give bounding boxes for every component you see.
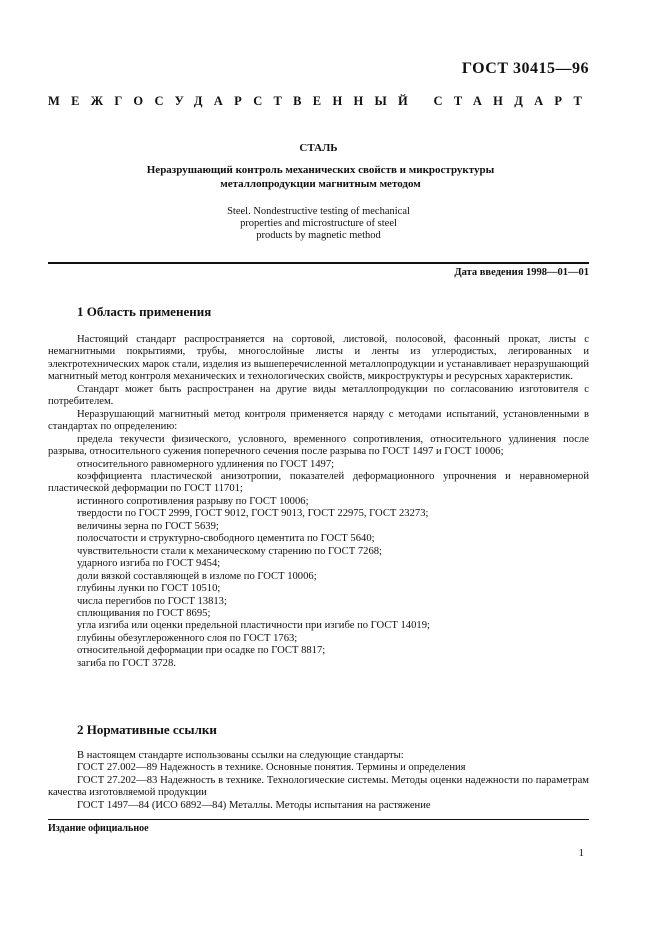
paragraph: Настоящий стандарт распространяется на сортовой, листовой, полосовой, фасонный прокат, листы с немагнитными покрытиями, трубы, многослойные листы и ленты из углеродистых, легированных и электротехнических марок стали, изделия из вышеперечисленной металлопродукции и устанавливает неразрушающий магнитный метод контроля механических и технологических свойств, микроструктуры и ресурсных характеристик.	[48, 334, 589, 383]
paragraph: твердости по ГОСТ 2999, ГОСТ 9012, ГОСТ 9013, ГОСТ 22975, ГОСТ 23273;	[77, 508, 429, 520]
document-code: ГОСТ 30415—96	[461, 60, 589, 77]
paragraph: глубины обезуглероженного слоя по ГОСТ 1763;	[77, 632, 298, 644]
paragraph: чувствительности стали к механическому старению по ГОСТ 7268;	[77, 545, 382, 557]
paragraph: ГОСТ 1497—84 (ИСО 6892—84) Металлы. Методы испытания на растяжение	[77, 799, 431, 811]
document-title: СТАЛЬ	[299, 142, 338, 154]
section-1-heading: 1 Область применения	[77, 304, 212, 319]
paragraph: ГОСТ 27.002—89 Надежность в технике. Основные понятия. Термины и определения	[77, 762, 466, 774]
paragraph: загиба по ГОСТ 3728.	[77, 657, 176, 669]
paragraph: Стандарт может быть распространен на другие виды металлопродукции по согласованию изготовителя с потребителем.	[48, 383, 589, 408]
paragraph: угла изгиба или оценки предельной пластичности при изгибе по ГОСТ 14019;	[77, 620, 430, 632]
header-divider	[48, 262, 589, 264]
paragraph: В настоящем стандарте использованы ссылки на следующие стандарты:	[77, 750, 404, 761]
edition-label: Издание официальное	[48, 823, 149, 834]
standard-type: МЕЖГОСУДАРСТВЕННЫЙ СТАНДАРТ	[48, 94, 594, 108]
paragraph: ГОСТ 27.202—83 Надежность в технике. Технологические системы. Методы оценки надежности по параметрам качества изготовляемой продукции	[48, 774, 589, 799]
english-title-line: products by magnetic method	[256, 230, 381, 241]
section-2-body	[48, 750, 589, 812]
paragraph: относительной деформации при осадке по ГОСТ 8817;	[77, 645, 326, 657]
paragraph: предела текучести физического, условного, временного сопротивления, относительного удлинения после разрыва, относительного сужения поперечного сечения после разрыва по ГОСТ 1497 и ГОСТ 10006;	[48, 433, 589, 458]
paragraph: числа перегибов по ГОСТ 13813;	[77, 595, 227, 607]
paragraph: глубины лунки по ГОСТ 10510;	[77, 583, 221, 595]
paragraph: истинного сопротивления разрыву по ГОСТ 10006;	[77, 495, 309, 507]
english-title-line: properties and microstructure of steel	[240, 218, 397, 229]
effective-date: Дата введения 1998—01—01	[454, 267, 589, 278]
document-subtitle: Неразрушающий контроль механических свойств и микроструктуры металлопродукции магнитным методом	[146, 164, 495, 190]
paragraph: ударного изгиба по ГОСТ 9454;	[77, 558, 221, 570]
english-title	[48, 206, 589, 242]
paragraph: сплющивания по ГОСТ 8695;	[77, 607, 211, 619]
section-2-heading: 2 Нормативные ссылки	[77, 722, 217, 737]
section-1-body	[48, 334, 589, 670]
paragraph: доли вязкой составляющей в изломе по ГОСТ 10006;	[77, 570, 317, 582]
footer-divider	[48, 819, 589, 820]
english-title-line: Steel. Nondestructive testing of mechanical	[227, 206, 410, 217]
paragraph: Неразрушающий магнитный метод контроля применяется наряду с методами испытаний, установленными в стандартах по определению:	[48, 408, 589, 433]
paragraph: относительного равномерного удлинения по ГОСТ 1497;	[77, 458, 335, 470]
paragraph: коэффициента пластической анизотропии, показателей деформационного упрочнения и неравномерной пластической деформации по ГОСТ 11701;	[48, 470, 589, 495]
paragraph: полосчатости и структурно-свободного цементита по ГОСТ 5640;	[77, 533, 375, 545]
page-number: 1	[578, 847, 584, 859]
paragraph: величины зерна по ГОСТ 5639;	[77, 520, 219, 532]
